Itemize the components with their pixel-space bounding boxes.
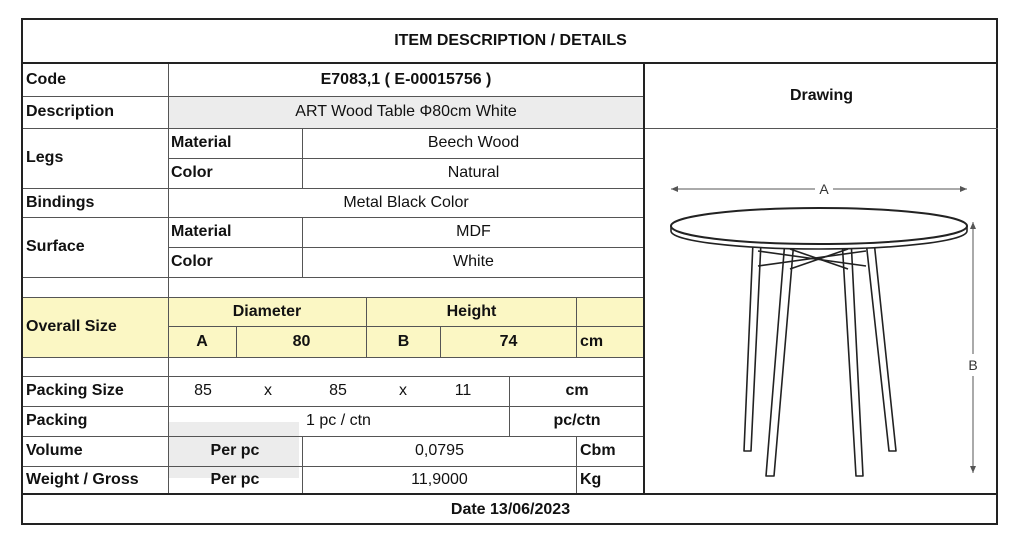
dimension-b <box>970 222 976 473</box>
table-legs <box>744 239 896 476</box>
surface-material-value: MDF <box>456 223 491 240</box>
packing-size-d3: 11 <box>454 382 472 399</box>
weight-per: Per pc <box>210 470 260 488</box>
surface-color-label: Color <box>171 253 213 270</box>
legs-color-value: Natural <box>447 164 500 181</box>
packing-unit: pc/ctn <box>553 412 601 429</box>
date-footer: Date 13/06/2023 <box>450 501 571 518</box>
dim-a-text: A <box>819 181 829 197</box>
legs-label: Legs <box>26 149 64 166</box>
volume-unit: Cbm <box>580 442 616 459</box>
weight-value: 11,9000 <box>411 470 468 488</box>
table-leg <box>744 242 761 451</box>
table-leg <box>866 241 896 451</box>
surface-material-label: Material <box>171 223 232 240</box>
packing-size-label: Packing Size <box>26 382 124 399</box>
weight-unit: Kg <box>580 470 602 488</box>
item-details-sheet <box>21 18 998 525</box>
diameter-label: Diameter <box>232 302 302 320</box>
packing-size-x1: x <box>264 382 272 399</box>
dim-b-value: 74 <box>499 332 518 350</box>
description-label: Description <box>26 103 115 120</box>
volume-value: 0,0795 <box>415 442 464 459</box>
packing-value: 1 pc / ctn <box>306 412 371 429</box>
packing-size-x2: x <box>399 382 407 399</box>
packing-size-unit: cm <box>565 382 589 399</box>
packing-label: Packing <box>26 412 88 429</box>
table-leg <box>842 239 863 476</box>
height-label: Height <box>446 302 497 320</box>
legs-color-label: Color <box>171 164 213 181</box>
legs-material-label: Material <box>171 134 232 151</box>
table-drawing <box>645 129 998 492</box>
overall-size-label: Overall Size <box>26 318 117 335</box>
drawing-label: Drawing <box>789 87 854 104</box>
hline <box>23 277 644 278</box>
packing-size-d1: 85 <box>194 382 212 399</box>
page-title: ITEM DESCRIPTION / DETAILS <box>394 32 627 49</box>
description-value: ART Wood Table Φ80cm White <box>295 103 517 120</box>
dim-a-value: 80 <box>292 332 311 350</box>
packing-size-d2: 85 <box>329 382 347 399</box>
bindings-value: Metal Black Color <box>343 193 469 211</box>
dim-b-text: B <box>968 357 978 373</box>
weight-label: Weight / Gross <box>26 470 139 488</box>
dim-a-label: A <box>196 332 208 350</box>
bindings-label: Bindings <box>26 193 95 211</box>
hline <box>23 357 644 358</box>
overall-size-unit: cm <box>580 332 604 350</box>
code-label: Code <box>26 71 66 88</box>
dim-b-label: B <box>397 332 410 350</box>
table-top <box>671 208 967 249</box>
volume-label: Volume <box>26 442 83 459</box>
table-leg <box>766 240 794 476</box>
surface-color-value: White <box>453 253 494 270</box>
surface-label: Surface <box>26 238 85 255</box>
code-value: E7083,1 ( E-00015756 ) <box>320 71 492 88</box>
volume-per: Per pc <box>210 442 260 459</box>
legs-material-value: Beech Wood <box>427 134 520 151</box>
